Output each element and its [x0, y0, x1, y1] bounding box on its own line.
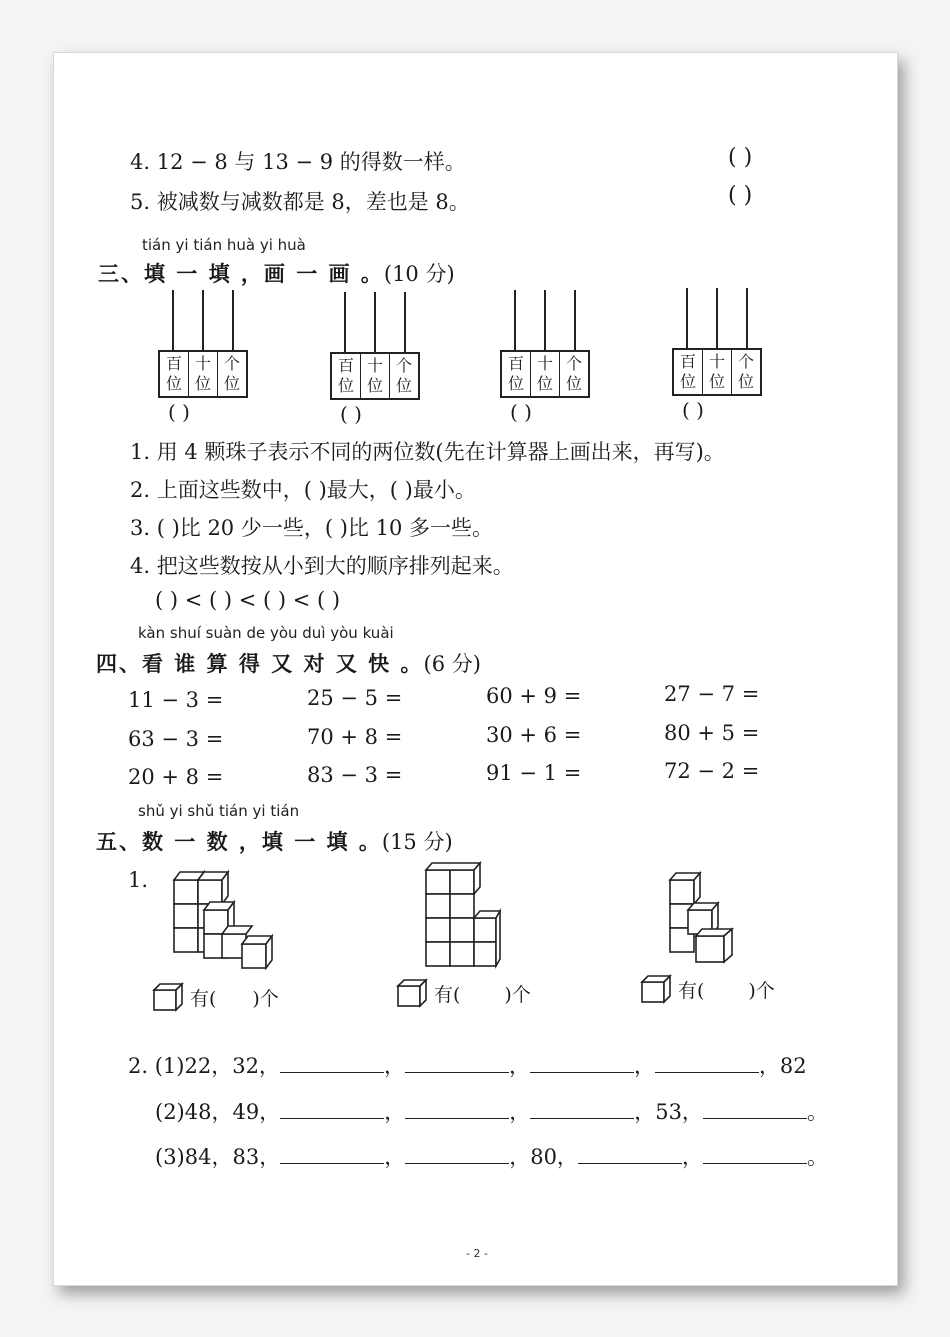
answer-paren-4[interactable]: ( )	[728, 145, 753, 170]
equation[interactable]: 60 + 9 =	[486, 684, 582, 708]
true-false-item-5: 5. 被减数与减数都是 8，差也是 8。	[130, 190, 470, 214]
blank[interactable]	[578, 1145, 682, 1164]
abacus-1-answer[interactable]: ( )	[168, 400, 190, 424]
cube-stack-1	[166, 866, 276, 974]
cube-icon	[396, 978, 430, 1008]
equation[interactable]: 72 − 2 =	[664, 759, 760, 783]
abacus-4-answer[interactable]: ( )	[682, 398, 704, 422]
cube-count-2[interactable]: 有( )个	[396, 978, 531, 1008]
abacus-1: 百 位 十 位 个 位 ( )	[158, 290, 248, 430]
blank[interactable]	[405, 1145, 509, 1164]
equation[interactable]: 63 − 3 =	[128, 727, 224, 751]
cube-stack-2	[422, 860, 502, 970]
section3-title	[98, 258, 455, 288]
blank[interactable]	[280, 1145, 384, 1164]
order-answer-line[interactable]: ( ) < ( ) < ( ) < ( )	[155, 588, 341, 612]
blank[interactable]	[405, 1054, 509, 1073]
cube-icon	[640, 974, 674, 1004]
true-false-item-4: 4. 12 − 8 与 13 − 9 的得数一样。	[130, 150, 466, 174]
blank[interactable]	[703, 1145, 807, 1164]
blank[interactable]	[530, 1054, 634, 1073]
cube-icon	[152, 982, 186, 1012]
blank[interactable]	[655, 1054, 759, 1073]
section3-question-4: 4. 把这些数按从小到大的顺序排列起来。	[130, 554, 514, 578]
section5-title	[96, 826, 453, 856]
equation[interactable]: 27 − 7 =	[664, 682, 760, 706]
blank[interactable]	[530, 1100, 634, 1119]
abacus-3-answer[interactable]: ( )	[510, 400, 532, 424]
section3-question-1: 1. 用 4 颗珠子表示不同的两位数(先在计算器上画出来，再写)。	[130, 440, 725, 464]
abacus-4: 百 位 十 位 个 位 ( )	[672, 288, 762, 428]
abacus-3: 百 位 十 位 个 位 ( )	[500, 290, 590, 430]
equation[interactable]: 80 + 5 =	[664, 721, 760, 745]
page-number: - 2 -	[466, 1247, 488, 1260]
answer-paren-5[interactable]: ( )	[728, 183, 753, 208]
cube-count-1[interactable]: 有( )个	[152, 982, 279, 1012]
blank[interactable]	[280, 1100, 384, 1119]
equation[interactable]: 20 + 8 =	[128, 765, 224, 789]
sequence-2: (2)48，49， ， ， ，53， 。	[155, 1100, 828, 1124]
section5-question-1-number: 1.	[128, 868, 149, 892]
section4-title-text: 四、看 谁 算 得 又 对 又 快 。	[96, 651, 424, 676]
abacus-2: 百 位 十 位 个 位 ( )	[330, 292, 420, 432]
section4-score: (6 分)	[423, 652, 481, 676]
section5-pinyin: shǔ yi shǔ tián yi tián	[138, 802, 300, 820]
section3-pinyin: tián yi tián huà yi huà	[142, 236, 306, 254]
section5-title-text: 五、数 一 数 ，填 一 填 。	[96, 829, 382, 854]
section3-question-3[interactable]: 3. ( )比 20 少一些，( )比 10 多一些。	[130, 516, 493, 540]
cube-count-3[interactable]: 有( )个	[640, 974, 775, 1004]
blank[interactable]	[280, 1054, 384, 1073]
blank[interactable]	[703, 1100, 807, 1119]
equation[interactable]: 91 − 1 =	[486, 761, 582, 785]
equation[interactable]: 11 − 3 =	[128, 688, 224, 712]
section4-pinyin: kàn shuí suàn de yòu duì yòu kuài	[138, 624, 394, 642]
section3-score: (10 分)	[383, 262, 455, 286]
equation[interactable]: 25 − 5 =	[307, 686, 403, 710]
sequence-3: (3)84，83， ， ，80， ， 。	[155, 1145, 828, 1169]
abacus-2-answer[interactable]: ( )	[340, 402, 362, 426]
blank[interactable]	[405, 1100, 509, 1119]
section5-score: (15 分)	[381, 830, 453, 854]
section4-title	[96, 648, 481, 678]
equation[interactable]: 30 + 6 =	[486, 723, 582, 747]
equation[interactable]: 70 + 8 =	[307, 725, 403, 749]
sequence-1: 2. (1)22，32， ， ， ， ，82	[128, 1054, 807, 1078]
equation[interactable]: 83 − 3 =	[307, 763, 403, 787]
section3-question-2[interactable]: 2. 上面这些数中，( )最大，( )最小。	[130, 478, 476, 502]
section3-title-text: 三、填 一 填 ，画 一 画 。	[98, 261, 384, 286]
cube-stack-3	[666, 870, 738, 968]
